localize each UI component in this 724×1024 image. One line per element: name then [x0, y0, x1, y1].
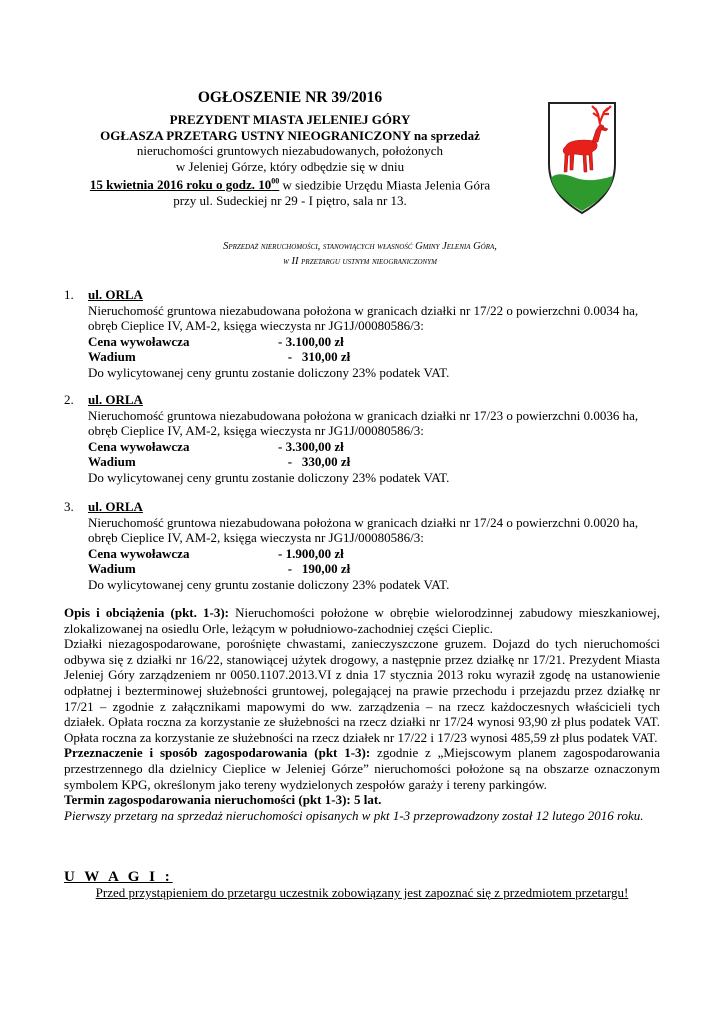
purpose-label: Przeznaczenie i sposób zagospodarowania (pkt 1-3): [64, 745, 371, 761]
header-line-6: przy ul. Sudeckiej nr 29 - I piętro, sala nr 13. [173, 192, 407, 208]
price-label: Cena wywoławcza [88, 545, 190, 561]
opis-paragraph [64, 605, 660, 636]
deposit-value: - 310,00 zł [278, 349, 351, 365]
price-label: Cena wywoławcza [88, 438, 190, 454]
remarks-heading: U W A G I : [64, 869, 173, 885]
jelenia-gora-coat-of-arms [546, 100, 618, 220]
item-number: 2. [64, 392, 74, 407]
deposit-label: Wadium [88, 454, 136, 470]
price-value: - 3.100,00 zł [278, 333, 344, 349]
deposit-label: Wadium [88, 349, 136, 365]
item-number: 1. [64, 287, 74, 302]
price-value: - 1.900,00 zł [278, 545, 344, 561]
item-description: Nieruchomość gruntowa niezabudowana położona w granicach działki nr 17/24 o powierzchni 0.0020 ha, [88, 514, 639, 530]
item-street: ul. ORLA [88, 287, 143, 302]
purpose-text: zgodnie z „Miejscowym planem zagospodarowania przestrzennego dla dzielnicy Cieplice w Jeleniej Górze” nieruchomości położone są na obszarze oznaczonym symbolem KPG, określonym jako tereny wydzielonych zespołów garaży i tereny parkingów. [64, 745, 660, 792]
header-line-4: w Jeleniej Górze, który odbędzie się w dniu [175, 158, 405, 174]
item-street: ul. ORLA [88, 392, 143, 407]
description-section [64, 605, 660, 823]
item-land-register: obręb Cieplice IV, AM-2, księga wieczysta nr JG1J/00080586/3: [88, 423, 424, 439]
price-label: Cena wywoławcza [88, 333, 190, 349]
first-auction-note: Pierwszy przetarg na sprzedaż nieruchomości opisanych w pkt 1-3 przeprowadzony został 12 lutego 2016 roku. [64, 807, 644, 823]
deposit-row [88, 561, 664, 577]
property-item-3 [64, 499, 664, 593]
deposit-value: - 330,00 zł [278, 454, 351, 470]
subtitle [100, 239, 620, 269]
header-line-3: nieruchomości gruntowych niezabudowanych, położonych [136, 143, 444, 158]
deposit-value: - 190,00 zł [278, 561, 351, 577]
subtitle-line-1: Sprzedaż nieruchomości, stanowiących własność Gminy Jelenia Góra, [223, 241, 497, 252]
auction-place: w siedzibie Urzędu Miasta Jelenia Góra [279, 177, 491, 193]
item-land-register: obręb Cieplice IV, AM-2, księga wieczysta nr JG1J/00080586/3: [88, 530, 424, 546]
subtitle-line-2: w II przetargu ustnym nieograniczonym [283, 256, 437, 267]
opis-label: Opis i obciążenia (pkt. 1-3): [64, 605, 229, 620]
price-row [88, 546, 664, 562]
access-paragraph: Działki niezagospodarowane, porośnięte chwastami, zanieczyszczone gruzem. Dojazd do tych nieruchomości odbywa się z działki nr 16/22, stanowiącej użytek drogowy, a następnie przez działkę nr 17/21. Prezydent Miasta Jeleniej Góry zarządzeniem nr 0050.1107.2013.VI z dnia 17 stycznia 2013 roku wyraził zgodę na ustanowienie odpłatnej i bezterminowej służebności gruntowej, polegającej na prawie przechodu i przejazdu przez działkę nr 17/21 – zgodnie z załącznikami mapowymi do ww. zarządzenia – na rzecz każdoczesnych właścicieli tych działek. Opłata roczna za korzystanie ze służebności na rzecz działki nr 17/24 wynosi 93,90 zł plus podatek VAT. Opłata roczna za korzystanie ze służebności na rzecz działek nr 17/22 i 17/23 wynosi 485,59 zł plus podatek VAT. [64, 636, 660, 745]
vat-note: Do wylicytowanej ceny gruntu zostanie doliczony 23% podatek VAT. [88, 364, 450, 380]
price-value: - 3.300,00 zł [278, 438, 344, 454]
auction-hour-sup: 00 [271, 177, 280, 186]
announcement-header [70, 112, 510, 208]
vat-note: Do wylicytowanej ceny gruntu zostanie doliczony 23% podatek VAT. [88, 576, 450, 592]
header-line-2: OGŁASZA PRZETARG USTNY NIEOGRANICZONY na sprzedaż [100, 127, 480, 143]
header-line-5 [30, 174, 550, 193]
property-item-2 [64, 392, 664, 486]
development-term: Termin zagospodarowania nieruchomości (pkt 1-3): 5 lat. [64, 792, 382, 808]
item-street: ul. ORLA [88, 499, 143, 514]
purpose-paragraph [64, 745, 660, 792]
deposit-label: Wadium [88, 561, 136, 577]
header-line-1: PREZYDENT MIASTA JELENIEJ GÓRY [169, 112, 411, 127]
price-row [88, 334, 664, 350]
deposit-row [88, 454, 664, 470]
item-land-register: obręb Cieplice IV, AM-2, księga wieczysta nr JG1J/00080586/3: [88, 318, 424, 334]
item-number: 3. [64, 499, 74, 514]
price-row [88, 439, 664, 455]
deposit-row [88, 349, 664, 365]
item-description: Nieruchomość gruntowa niezabudowana położona w granicach działki nr 17/23 o powierzchni 0.0036 ha, [88, 407, 639, 423]
property-item-1 [64, 287, 664, 381]
page-title: OGŁOSZENIE NR 39/2016 [197, 89, 383, 106]
item-description: Nieruchomość gruntowa niezabudowana położona w granicach działki nr 17/22 o powierzchni 0.0034 ha, [88, 302, 639, 318]
opis-text: Nieruchomości położone w obrębie wielorodzinnej zabudowy mieszkaniowej, zlokalizowanej na osiedlu Orle, leżącym w południowo-zachodniej części Cieplic. [64, 605, 660, 636]
vat-note: Do wylicytowanej ceny gruntu zostanie doliczony 23% podatek VAT. [88, 469, 450, 485]
remarks-text: Przed przystąpieniem do przetargu uczestnik zobowiązany jest zapoznać się z przedmiotem przetargu! [95, 885, 629, 900]
auction-date: 15 kwietnia 2016 roku o godz. 10 [89, 177, 272, 193]
